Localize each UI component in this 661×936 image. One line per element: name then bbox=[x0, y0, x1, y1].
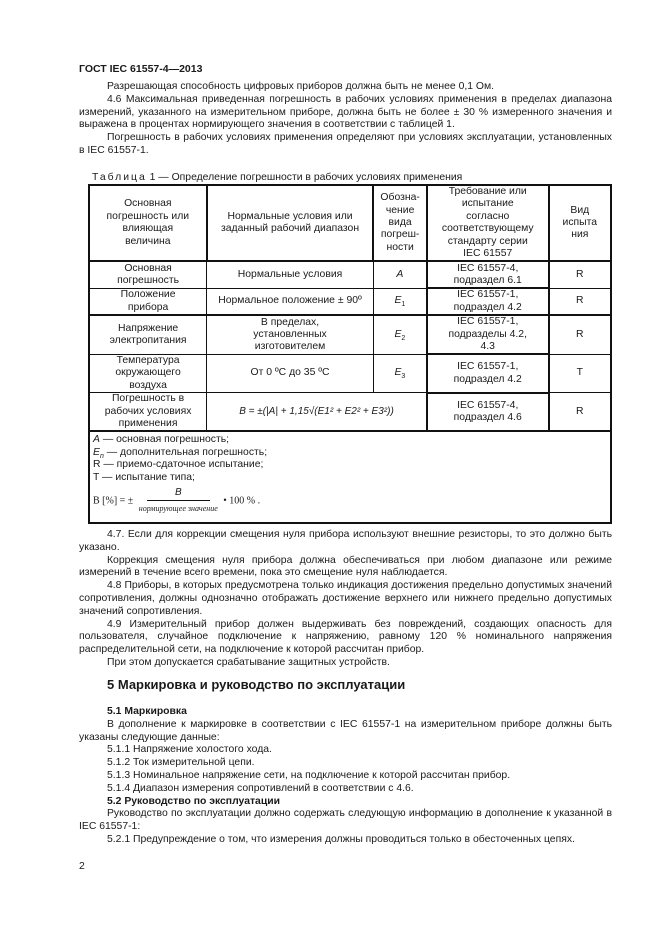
paragraph: 4.9 Измерительный прибор должен выдерживать без повреждений, создающих опасность для пользователя, случайное подключение к напряжению, равному 120 % номинального напряжения распределительной сети, на подключение к которой рассчитан прибор. bbox=[79, 618, 612, 656]
list-item: 5.1.4 Диапазон измерения сопротивлений в соответствии с 4.6. bbox=[107, 782, 414, 794]
quantity-cell: Погрешность в рабочих условиях применения bbox=[89, 393, 207, 432]
note-item: $E_n$ — дополнительная погрешность; bbox=[93, 446, 268, 460]
list-item: 5.1.3 Номинальное напряжение сети, на подключение к которой рассчитан прибор. bbox=[107, 769, 511, 781]
paragraph: 4.7. Если для коррекции смещения нуля прибора используют внешние резисторы, то это должно быть указано. bbox=[79, 529, 612, 553]
symbol-cell bbox=[373, 354, 426, 392]
conditions-cell: Нормальные условия bbox=[207, 261, 374, 288]
paragraph: Погрешность в рабочих условиях применения определяют при условиях эксплуатации, установленных в IEC 61557-1. bbox=[79, 132, 612, 156]
page-number: 2 bbox=[79, 861, 85, 872]
test-cell: R bbox=[549, 288, 611, 315]
list-item: 5.1.1 Напряжение холостого хода. bbox=[107, 744, 272, 756]
table-row bbox=[89, 354, 611, 392]
paragraph: Коррекция смещения нуля прибора должна обеспечиваться при любом диапазоне или режиме измерений в течение всего времени, пока это смещение нуля наблюдается. bbox=[79, 554, 612, 579]
paragraph: 4.8 Приборы, в которых предусмотрена только индикация достижения предельно допустимых значений сопротивления, должны однозначно отображать достижение верхнего или нижнего предельно допустимых значений сопротивления. bbox=[79, 580, 612, 617]
caption-prefix: Таблица bbox=[92, 172, 147, 183]
test-cell: T bbox=[549, 354, 611, 392]
quantity-cell: Основная погрешность bbox=[89, 261, 207, 288]
conditions-cell: От 0 ºС до 35 ºС bbox=[207, 354, 374, 392]
note-text: — основная погрешность; bbox=[102, 434, 230, 446]
paragraph: 4.6 Максимальная приведенная погрешность в рабочих условиях применения в пределах диапазона измерений, указанного на измерительном приборе, должна быть не более ± 30 % измеренного значения и выражена в процентах нормирующего значения в соответствии с таблицей 1. bbox=[79, 93, 612, 131]
quantity-cell: Напряжение электропитания bbox=[89, 315, 207, 354]
symbol: E bbox=[394, 295, 402, 307]
list-item: 5.1.2 Ток измерительной цепи. bbox=[107, 757, 255, 769]
test-cell: R bbox=[549, 261, 611, 288]
table-row bbox=[89, 261, 611, 288]
paragraph: В дополнение к маркировке в соответствии с IEC 61557-1 на измерительном приборе должны быть указаны следующие данные: bbox=[79, 718, 612, 743]
note-formula bbox=[93, 487, 606, 516]
standard-cell: IEC 61557-1, подраздел 4.2 bbox=[427, 354, 549, 392]
note-item: T — испытание типа; bbox=[93, 471, 195, 483]
test-cell: R bbox=[549, 315, 611, 354]
intro-text bbox=[79, 81, 612, 158]
symbol-cell bbox=[373, 315, 426, 354]
table-row bbox=[89, 315, 611, 354]
section-5-text bbox=[79, 706, 612, 847]
notes-cell bbox=[89, 431, 611, 522]
header-cell: Обозна-чение вида погреш-ности bbox=[373, 185, 426, 261]
symbol-cell bbox=[373, 288, 426, 315]
paragraph: Разрешающая способность цифровых приборов должна быть не менее 0,1 Ом. bbox=[107, 81, 495, 92]
test-cell: R bbox=[549, 393, 611, 432]
formula-cell bbox=[207, 393, 427, 432]
document-header: ГОСТ IEC 61557-4—2013 bbox=[79, 63, 203, 75]
table-notes-row bbox=[89, 431, 611, 522]
formula-lhs: B [%] = ± bbox=[93, 495, 134, 507]
denominator: нормирующее значение bbox=[138, 504, 218, 514]
standard-cell: IEC 61557-4, подраздел 4.6 bbox=[427, 393, 549, 432]
body-text bbox=[79, 529, 612, 670]
conditions-cell: В пределах, установленных изготовителем bbox=[207, 315, 374, 354]
symbol-subscript: 2 bbox=[401, 334, 406, 342]
table-header-row bbox=[89, 185, 611, 261]
standard-cell: IEC 61557-1, подразделы 4.2, 4.3 bbox=[427, 315, 549, 354]
caption-text: 1 — Определение погрешности в рабочих условиях применения bbox=[149, 172, 463, 183]
note-text: — дополнительная погрешность; bbox=[106, 446, 268, 458]
fraction bbox=[139, 487, 218, 516]
error-table bbox=[88, 184, 612, 524]
formula-rhs: • 100 % . bbox=[223, 495, 261, 507]
symbol: E bbox=[394, 328, 402, 340]
header-cell: Требование или испытание согласно соответствующему стандарту серии IEC 61557 bbox=[427, 185, 549, 261]
symbol: A bbox=[396, 268, 404, 280]
standard-cell: IEC 61557-4, подраздел 6.1 bbox=[427, 261, 549, 288]
numerator: B bbox=[147, 487, 210, 501]
header-cell: Основная погрешность или влияющая величина bbox=[89, 185, 207, 261]
quantity-cell: Положение прибора bbox=[89, 288, 207, 315]
conditions-cell: Нормальное положение ± 90º bbox=[207, 288, 374, 315]
subsection-heading: 5.1 Маркировка bbox=[107, 706, 187, 717]
quantity-cell: Температура окружающего воздуха bbox=[89, 354, 207, 392]
note-item: A — основная погрешность; bbox=[93, 434, 230, 446]
symbol-cell bbox=[373, 261, 426, 288]
header-cell: Нормальные условия или заданный рабочий диапазон bbox=[207, 185, 374, 261]
paragraph: При этом допускается срабатывание защитных устройств. bbox=[107, 656, 390, 668]
header-cell: Вид испыта ния bbox=[549, 185, 611, 261]
section-heading: 5 Маркировка и руководство по эксплуатации bbox=[107, 677, 406, 692]
list-item: 5.2.1 Предупреждение о том, что измерения должны проводиться только в обесточенных цепях. bbox=[107, 833, 575, 845]
symbol: E bbox=[394, 367, 402, 379]
formula: B = ±(|A| + 1,15√(E1² + E2² + E3²)) bbox=[239, 405, 394, 417]
subsection-heading: 5.2 Руководство по эксплуатации bbox=[107, 795, 281, 807]
paragraph: Руководство по эксплуатации должно содержать следующую информацию в дополнение к указанной в IEC 61557-1: bbox=[79, 808, 612, 833]
table-row bbox=[89, 393, 611, 432]
standard-cell: IEC 61557-1, подраздел 4.2 bbox=[427, 288, 549, 315]
symbol-subscript: 3 bbox=[401, 373, 406, 381]
symbol-subscript: 1 bbox=[401, 301, 406, 309]
table-caption bbox=[92, 172, 462, 185]
table-row bbox=[89, 288, 611, 315]
note-item: R — приемо-сдаточное испытание; bbox=[93, 459, 264, 471]
